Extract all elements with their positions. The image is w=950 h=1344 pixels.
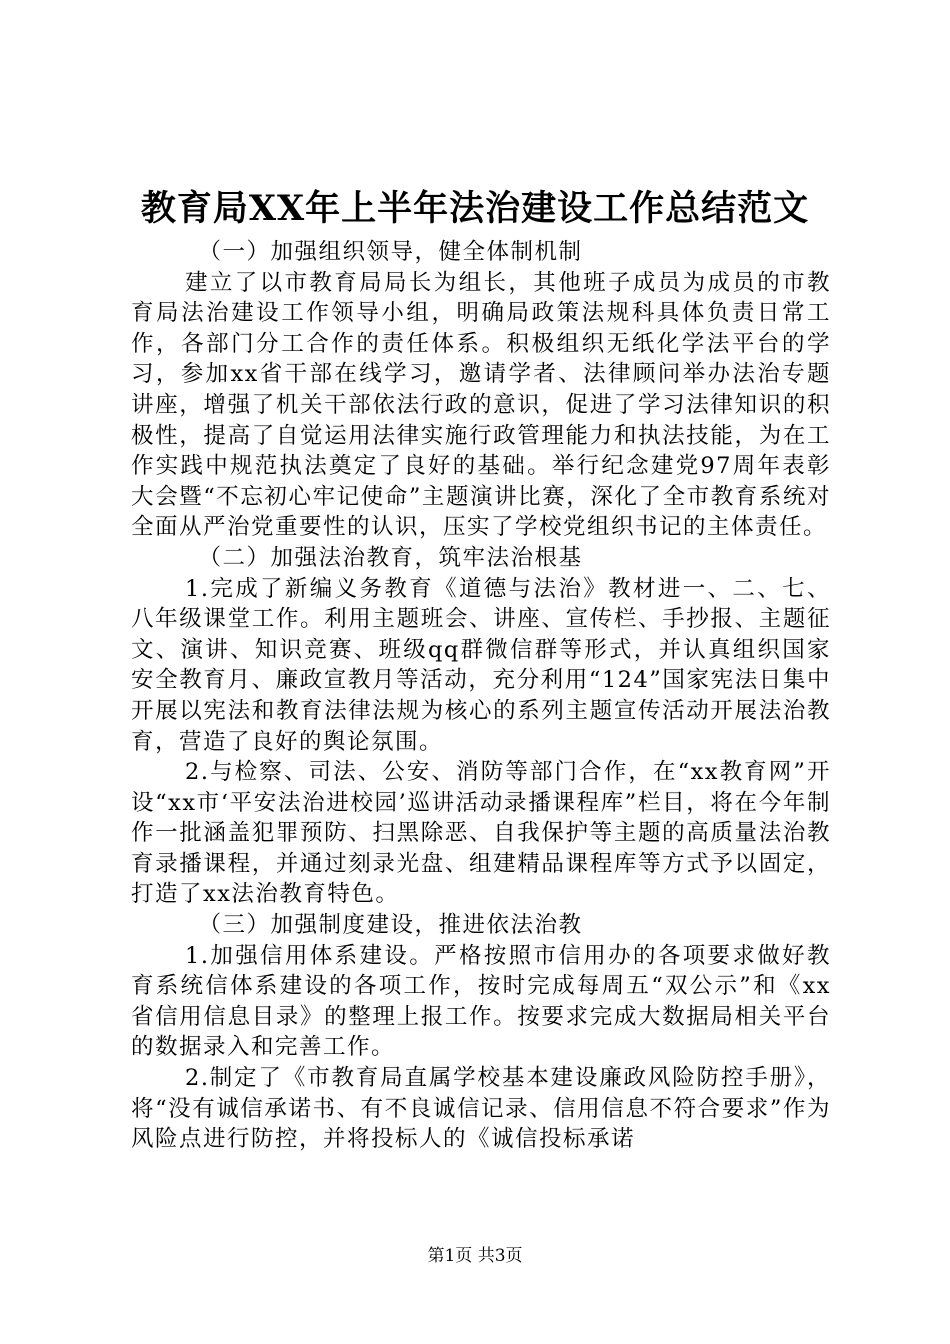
page-number: 第1页 共3页 [427,1246,523,1266]
paragraph: 1.完成了新编义务教育《道德与法治》教材进一、二、七、八年级课堂工作。利用主题班会、讲座、宣传栏、手抄报、主题征文、演讲、知识竞赛、班级qq群微信群等形式，并认真组织国家安全教育月、廉政宣教月等活动，充分利用“124”国家宪法日集中开展以宪法和教育法律法规为核心的系列主题宣传活动开展法治教育，营造了良好的舆论氛围。 [131,575,831,755]
paragraph: 1.加强信用体系建设。严格按照市信用办的各项要求做好教育系统信体系建设的各项工作，按时完成每周五“双公示”和《xx省信用信息目录》的整理上报工作。按要求完成大数据局相关平台的数据录入和完善工作。 [131,942,831,1061]
section-heading-2: （二）加强法治教育，筑牢法治根基 [198,544,583,571]
document-title: 教育局XX年上半年法治建设工作总结范文 [140,188,810,229]
section-heading-3: （三）加强制度建设，推进依法治教 [198,912,583,939]
document-body [131,237,831,1155]
section-heading-1: （一）加强组织领导，健全体制机制 [198,239,583,265]
paragraph: 2.制定了《市教育局直属学校基本建设廉政风险防控手册》，将“没有诚信承诺书、有不良诚信记录、信用信息不符合要求”作为风险点进行防控，并将投标人的《诚信投标承诺 [131,1065,831,1153]
paragraph: 建立了以市教育局局长为组长，其他班子成员为成员的市教育局法治建设工作领导小组，明确局政策法规科具体负责日常工作，各部门分工合作的责任体系。积极组织无纸化学法平台的学习，参加xx省干部在线学习，邀请学者、法律顾问举办法治专题讲座，增强了机关干部依法行政的意识，促进了学习法律知识的积极性，提高了自觉运用法律实施行政管理能力和执法技能，为在工作实践中规范执法奠定了良好的基础。举行纪念建党97周年表彰大会暨“不忘初心牢记使命”主题演讲比赛，深化了全市教育系统对全面从严治党重要性的认识，压实了学校党组织书记的主体责任。 [131,269,831,541]
paragraph: 2.与检察、司法、公安、消防等部门合作，在“xx教育网”开设“xx市‘平安法治进校园’巡讲活动录播课程库”栏目，将在今年制作一批涵盖犯罪预防、扫黑除恶、自我保护等主题的高质量法治教育录播课程，并通过刻录光盘、组建精品课程库等方式予以固定，打造了xx法治教育特色。 [131,759,831,908]
